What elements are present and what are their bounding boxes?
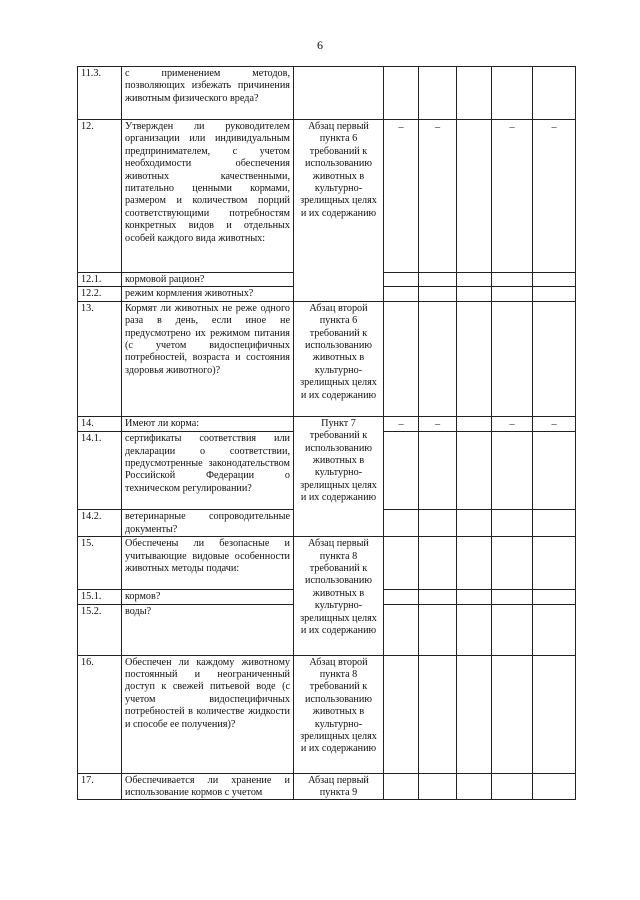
- answer-extra-cell[interactable]: [492, 287, 533, 301]
- requirement-reference: Абзац второй пункта 8 требований к использованию животных в культурно-зрелищных целях и их содержанию: [294, 655, 384, 773]
- item-number: 12.: [78, 120, 122, 273]
- note-cell[interactable]: [533, 273, 576, 287]
- requirement-reference: Абзац первый пункта 8 требований к использованию животных в культурно-зрелищных целях и их содержанию: [294, 537, 384, 655]
- question-text: Утвержден ли руководителем организации или индивидуальным предпринимателем, с учетом необходимости обеспечения животных качественными, питательно ценными кормами, размером и количеством порций соответствующими потребностям конкретных видов и отдельных особей каждого вида животных:: [122, 120, 294, 273]
- answer-extra-cell[interactable]: [492, 67, 533, 120]
- question-text: режим кормления животных?: [122, 287, 294, 301]
- item-number: 14.: [78, 416, 122, 431]
- answer-no-cell[interactable]: [419, 67, 457, 120]
- item-number: 15.1.: [78, 590, 122, 604]
- answer-yes-cell[interactable]: [384, 287, 419, 301]
- requirement-reference: [294, 67, 384, 120]
- answer-extra-cell[interactable]: –: [492, 416, 533, 431]
- answer-no-cell[interactable]: [419, 604, 457, 655]
- note-cell[interactable]: [533, 67, 576, 120]
- answer-na-cell[interactable]: [457, 273, 492, 287]
- answer-yes-cell[interactable]: [384, 604, 419, 655]
- answer-extra-cell[interactable]: [492, 773, 533, 800]
- item-number: 15.2.: [78, 604, 122, 655]
- answer-yes-cell[interactable]: [384, 67, 419, 120]
- table-row: [78, 773, 576, 800]
- question-text: Обеспечен ли каждому животному постоянный и неограниченный доступ к свежей питьевой воде (с учетом видоспецифичных потребностей в количестве жидкости и способе ее получения)?: [122, 655, 294, 773]
- answer-na-cell[interactable]: [457, 120, 492, 273]
- checklist-table: [77, 66, 576, 800]
- table-row: [78, 120, 576, 273]
- answer-yes-cell[interactable]: [384, 655, 419, 773]
- answer-no-cell[interactable]: [419, 432, 457, 510]
- answer-yes-cell[interactable]: –: [384, 120, 419, 273]
- answer-extra-cell[interactable]: [492, 510, 533, 537]
- answer-yes-cell[interactable]: [384, 537, 419, 590]
- note-cell[interactable]: [533, 655, 576, 773]
- answer-extra-cell[interactable]: [492, 432, 533, 510]
- answer-yes-cell[interactable]: [384, 432, 419, 510]
- answer-na-cell[interactable]: [457, 590, 492, 604]
- note-cell[interactable]: [533, 590, 576, 604]
- table-row: [78, 537, 576, 590]
- answer-yes-cell[interactable]: [384, 301, 419, 416]
- question-text: Имеют ли корма:: [122, 416, 294, 431]
- answer-extra-cell[interactable]: [492, 655, 533, 773]
- question-text: ветеринарные сопроводительные документы?: [122, 510, 294, 537]
- question-text: Кормят ли животных не реже одного раза в день, если иное не предусмотрено их режимом питания (с учетом видоспецифичных потребностей, возраста и состояния здоровья животного)?: [122, 301, 294, 416]
- answer-na-cell[interactable]: [457, 301, 492, 416]
- answer-yes-cell[interactable]: [384, 273, 419, 287]
- answer-na-cell[interactable]: [457, 773, 492, 800]
- item-number: 14.2.: [78, 510, 122, 537]
- question-text: воды?: [122, 604, 294, 655]
- answer-yes-cell[interactable]: –: [384, 416, 419, 431]
- item-number: 14.1.: [78, 432, 122, 510]
- requirement-reference: Абзац первый пункта 9: [294, 773, 384, 800]
- answer-na-cell[interactable]: [457, 287, 492, 301]
- note-cell[interactable]: [533, 604, 576, 655]
- note-cell[interactable]: –: [533, 120, 576, 273]
- answer-no-cell[interactable]: [419, 590, 457, 604]
- requirement-reference: Абзац второй пункта 6 требований к использованию животных в культурно-зрелищных целях и их содержанию: [294, 301, 384, 416]
- answer-extra-cell[interactable]: –: [492, 120, 533, 273]
- item-number: 16.: [78, 655, 122, 773]
- question-text: кормовой рацион?: [122, 273, 294, 287]
- answer-extra-cell[interactable]: [492, 301, 533, 416]
- answer-no-cell[interactable]: –: [419, 120, 457, 273]
- table-row: [78, 67, 576, 120]
- note-cell[interactable]: [533, 510, 576, 537]
- requirement-reference: Абзац первый пункта 6 требований к использованию животных в культурно-зрелищных целях и их содержанию: [294, 120, 384, 302]
- item-number: 11.3.: [78, 67, 122, 120]
- question-text: сертификаты соответствия или декларации о соответствии, предусмотренные законодательством Российской Федерации о техническом регулировании?: [122, 432, 294, 510]
- answer-no-cell[interactable]: –: [419, 416, 457, 431]
- answer-no-cell[interactable]: [419, 537, 457, 590]
- answer-na-cell[interactable]: [457, 432, 492, 510]
- question-text: Обеспечивается ли хранение и использование кормов с учетом: [122, 773, 294, 800]
- question-text: кормов?: [122, 590, 294, 604]
- answer-na-cell[interactable]: [457, 416, 492, 431]
- item-number: 17.: [78, 773, 122, 800]
- answer-no-cell[interactable]: [419, 510, 457, 537]
- answer-no-cell[interactable]: [419, 287, 457, 301]
- answer-yes-cell[interactable]: [384, 510, 419, 537]
- answer-na-cell[interactable]: [457, 537, 492, 590]
- answer-no-cell[interactable]: [419, 273, 457, 287]
- answer-no-cell[interactable]: [419, 773, 457, 800]
- requirement-reference: Пункт 7 требований к использованию животных в культурно-зрелищных целях и их содержанию: [294, 416, 384, 536]
- note-cell[interactable]: [533, 773, 576, 800]
- note-cell[interactable]: [533, 301, 576, 416]
- answer-na-cell[interactable]: [457, 510, 492, 537]
- question-text: Обеспечены ли безопасные и учитывающие видовые особенности животных методы подачи:: [122, 537, 294, 590]
- table-row: [78, 416, 576, 431]
- item-number: 15.: [78, 537, 122, 590]
- page-number: 6: [317, 38, 323, 52]
- answer-extra-cell[interactable]: [492, 273, 533, 287]
- answer-na-cell[interactable]: [457, 655, 492, 773]
- item-number: 12.1.: [78, 273, 122, 287]
- answer-yes-cell[interactable]: [384, 773, 419, 800]
- answer-no-cell[interactable]: [419, 655, 457, 773]
- note-cell[interactable]: –: [533, 416, 576, 431]
- table-row: [78, 301, 576, 416]
- question-text: с применением методов, позволяющих избежать причинения животным физического вреда?: [122, 67, 294, 120]
- note-cell[interactable]: [533, 432, 576, 510]
- answer-na-cell[interactable]: [457, 67, 492, 120]
- answer-yes-cell[interactable]: [384, 590, 419, 604]
- answer-extra-cell[interactable]: [492, 604, 533, 655]
- table-row: [78, 655, 576, 773]
- answer-extra-cell[interactable]: [492, 590, 533, 604]
- answer-no-cell[interactable]: [419, 301, 457, 416]
- item-number: 12.2.: [78, 287, 122, 301]
- item-number: 13.: [78, 301, 122, 416]
- note-cell[interactable]: [533, 287, 576, 301]
- answer-extra-cell[interactable]: [492, 537, 533, 590]
- answer-na-cell[interactable]: [457, 604, 492, 655]
- note-cell[interactable]: [533, 537, 576, 590]
